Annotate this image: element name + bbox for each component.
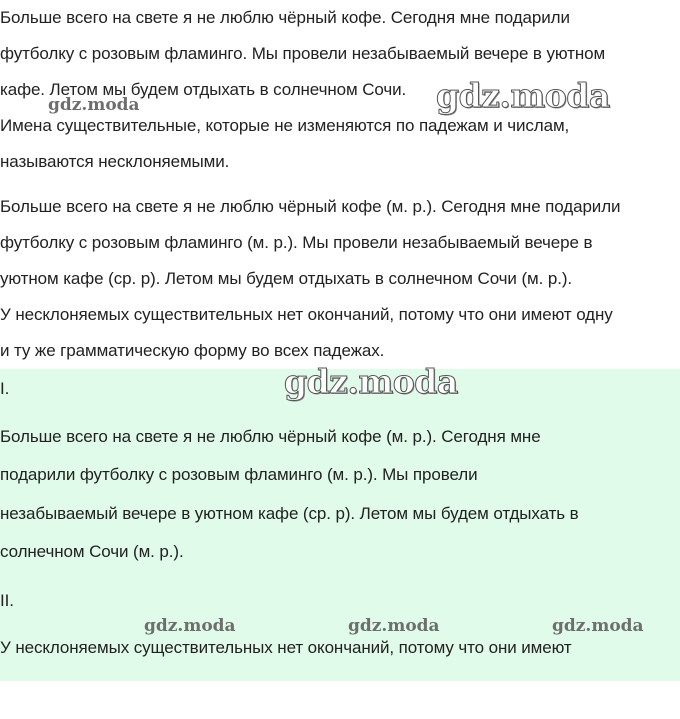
- watermark-logo: gdz.moda: [436, 76, 610, 115]
- answer-line-4: солнечном Сочи (м. р.).: [0, 542, 184, 561]
- watermark-logo: gdz.moda: [284, 362, 458, 401]
- text-line-1: Больше всего на свете я не люблю чёрный кофе. Сегодня мне подарили: [0, 8, 570, 27]
- text-line-6: Больше всего на свете я не люблю чёрный кофе (м. р.). Сегодня мне подарили: [0, 197, 621, 216]
- text-line-7: футболку с розовым фламинго (м. р.). Мы провели незабываемый вечере в: [0, 233, 593, 252]
- text-line-10: и ту же грамматическую форму во всех падежах.: [0, 341, 385, 360]
- watermark-logo: gdz.moda: [48, 95, 140, 115]
- text-line-5: называются несклоняемыми.: [0, 152, 230, 171]
- text-line-3: кафе. Летом мы будем отдыхать в солнечном Сочи.: [0, 80, 407, 99]
- watermark-logo: gdz.moda: [348, 616, 440, 636]
- answer-line-3: незабываемый вечере в уютном кафе (ср. р). Летом мы будем отдыхать в: [0, 504, 579, 523]
- section-1-label: I.: [0, 379, 10, 398]
- text-line-2: футболку с розовым фламинго. Мы провели незабываемый вечере в уютном: [0, 44, 606, 63]
- answer-line-1: Больше всего на свете я не люблю чёрный кофе (м. р.). Сегодня мне: [0, 427, 541, 446]
- text-line-4: Имена существительные, которые не изменяются по падежам и числам,: [0, 116, 570, 135]
- text-line-9: У несклоняемых существительных нет окончаний, потому что они имеют одну: [0, 305, 613, 324]
- section-2-label: II.: [0, 591, 14, 610]
- watermark-logo: gdz.moda: [552, 616, 644, 636]
- watermark-logo: gdz.moda: [144, 616, 236, 636]
- answer-line-5: У несклоняемых существительных нет окончаний, потому что они имеют: [0, 638, 572, 657]
- answer-line-2: подарили футболку с розовым фламинго (м. р.). Мы провели: [0, 465, 478, 484]
- text-line-8: уютном кафе (ср. р). Летом мы будем отдыхать в солнечном Сочи (м. р.).: [0, 269, 573, 288]
